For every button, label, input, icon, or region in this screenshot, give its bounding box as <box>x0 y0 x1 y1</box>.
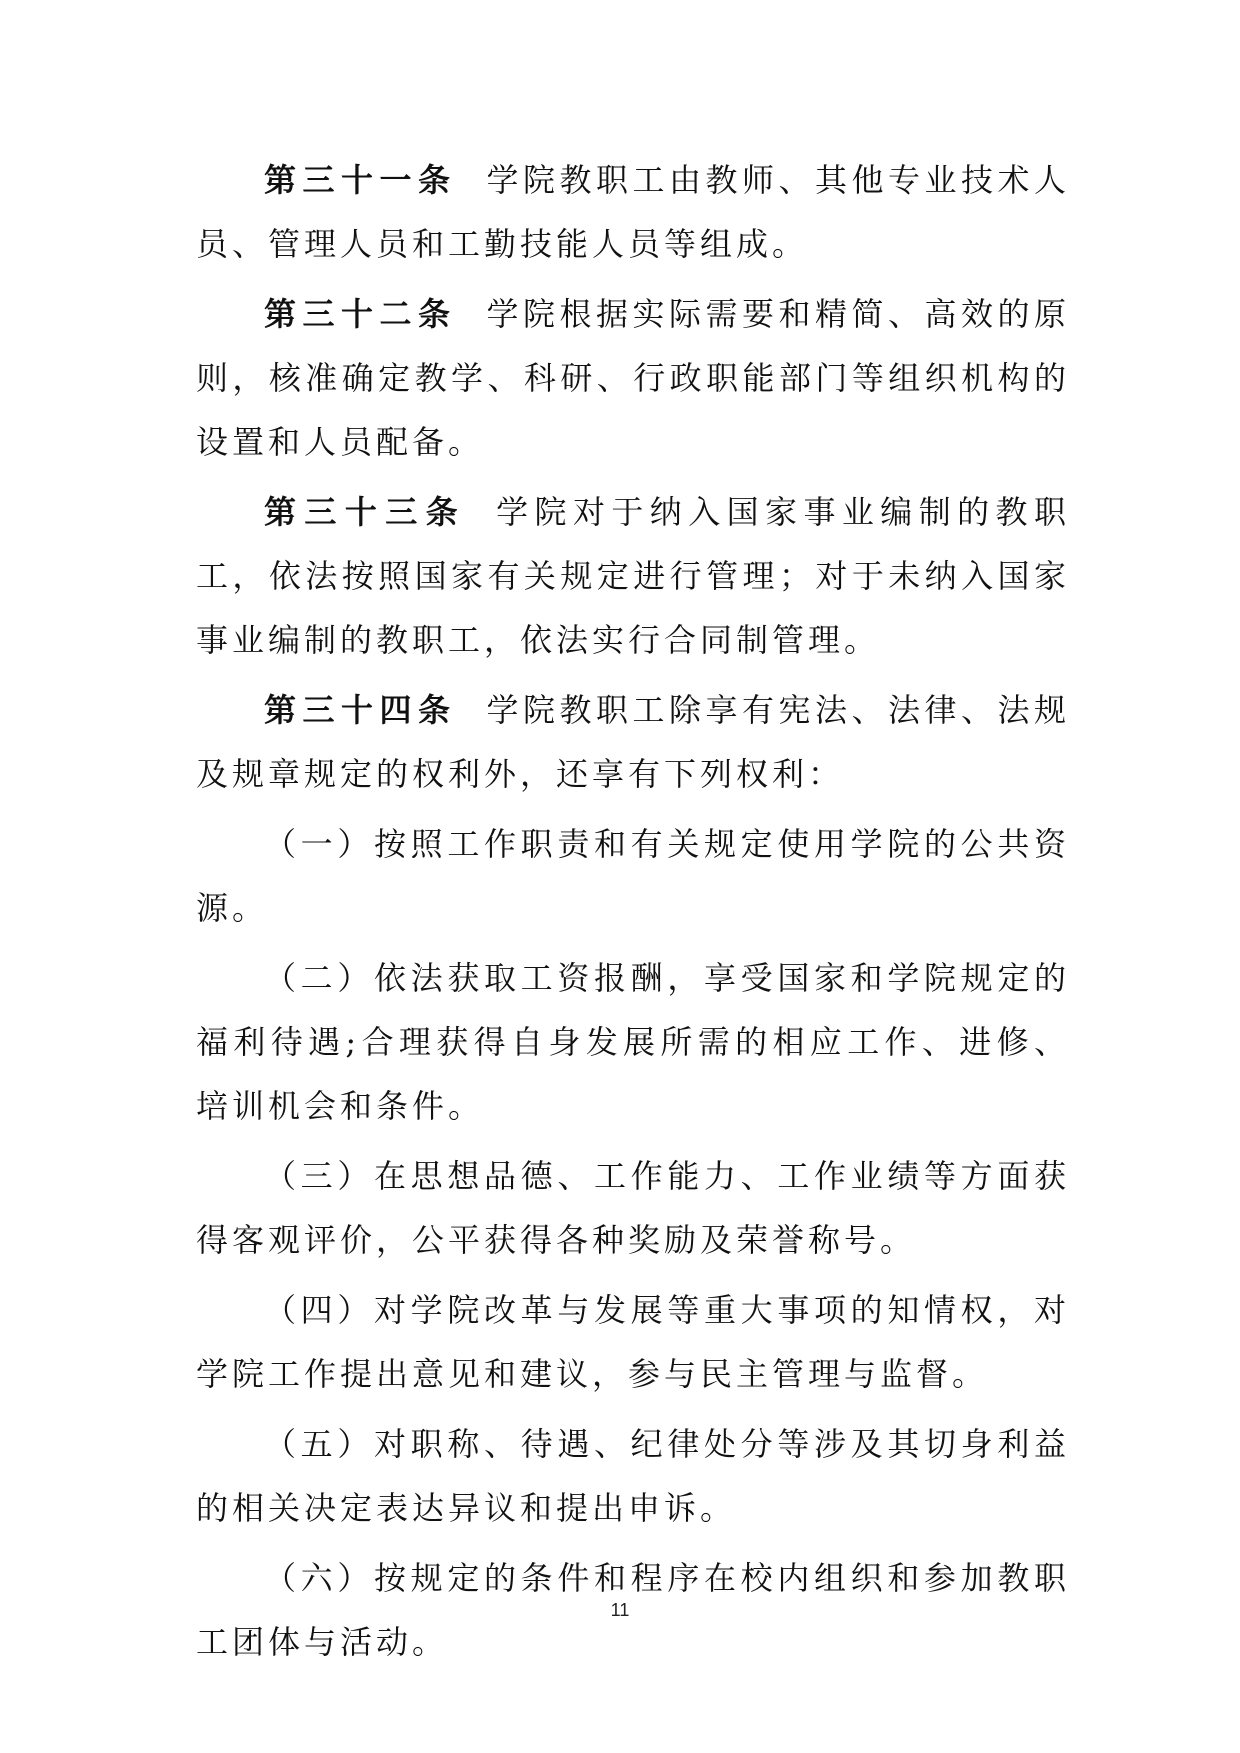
article-number: 第三十三条 <box>264 493 467 531</box>
right-item-5: （五）对职称、待遇、纪律处分等涉及其切身利益的相关决定表达异议和提出申诉。 <box>196 1425 1070 1527</box>
article-text: 学院教职工除享有宪法、法律、法规及规章规定的权利外，还享有下列权利： <box>196 691 1070 793</box>
article-text: 学院对于纳入国家事业编制的教职工，依法按照国家有关规定进行管理；对于未纳入国家事业编制的教职工，依法实行合同制管理。 <box>196 493 1070 659</box>
article-number: 第三十二条 <box>264 295 457 333</box>
document-body <box>196 148 1070 1680</box>
right-item-2: （二）依法获取工资报酬，享受国家和学院规定的福利待遇;合理获得自身发展所需的相应工作、进修、培训机会和条件。 <box>196 959 1070 1125</box>
article-text: 学院教职工由教师、其他专业技术人员、管理人员和工勤技能人员等组成。 <box>196 161 1070 263</box>
article-33 <box>196 480 1070 672</box>
article-31 <box>196 148 1070 276</box>
right-item-3: （三）在思想品德、工作能力、工作业绩等方面获得客观评价，公平获得各种奖励及荣誉称号。 <box>196 1157 1070 1259</box>
article-text: 学院根据实际需要和精简、高效的原则，核准确定教学、科研、行政职能部门等组织机构的设置和人员配备。 <box>196 295 1070 461</box>
article-34 <box>196 678 1070 806</box>
article-number: 第三十四条 <box>264 691 457 729</box>
right-item-1: （一）按照工作职责和有关规定使用学院的公共资源。 <box>196 825 1070 927</box>
right-item-6: （六）按规定的条件和程序在校内组织和参加教职工团体与活动。 <box>196 1559 1070 1661</box>
page-number: 11 <box>610 1600 630 1620</box>
article-32 <box>196 282 1070 474</box>
right-item-4: （四）对学院改革与发展等重大事项的知情权，对学院工作提出意见和建议，参与民主管理与监督。 <box>196 1291 1070 1393</box>
article-number: 第三十一条 <box>264 161 457 199</box>
